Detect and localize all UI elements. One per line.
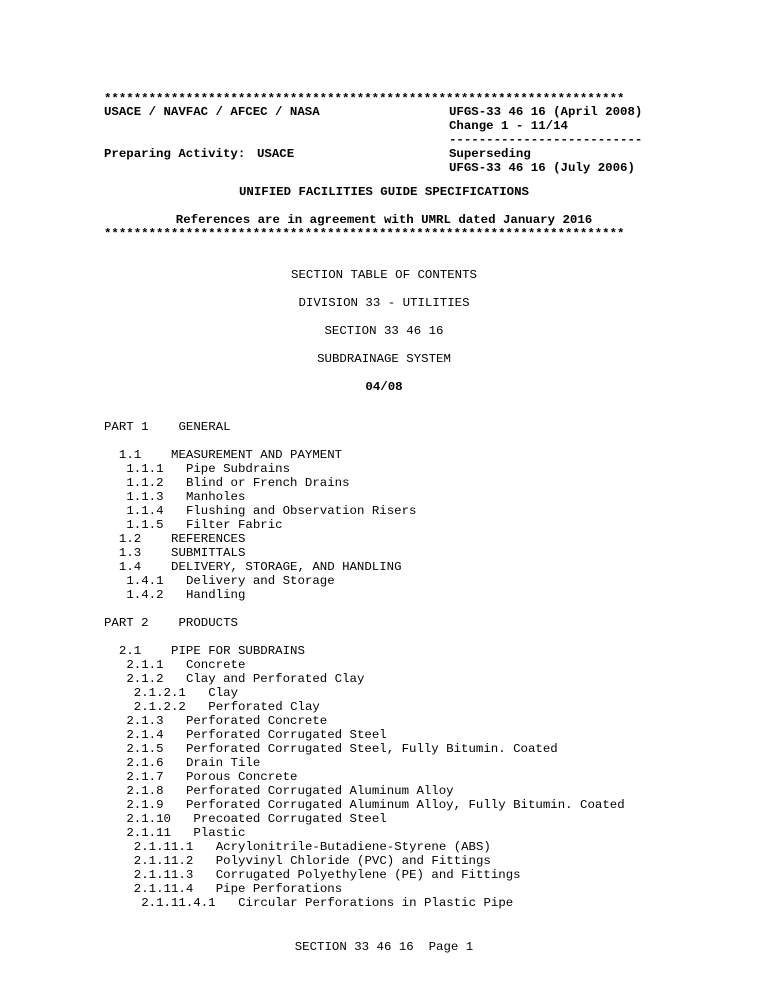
toc-entry-number: 1.4.1 <box>126 574 164 588</box>
toc-part-label: PART 2 <box>104 616 149 630</box>
section-date: 04/08 <box>365 380 403 394</box>
toc-entry-title: Blind or French Drains <box>185 476 350 490</box>
toc-entry-title: Corrugated Polyethylene (PE) and Fittings <box>215 868 521 882</box>
header-agencies: USACE / NAVFAC / AFCEC / NASA <box>104 105 320 119</box>
toc-entry-number: 2.1.7 <box>126 770 164 784</box>
toc-entry-title: REFERENCES <box>171 532 246 546</box>
toc-entry-number: 1.1 <box>118 448 142 462</box>
toc-entry-title: PIPE FOR SUBDRAINS <box>171 644 305 658</box>
toc-entry-title: Plastic <box>193 826 246 840</box>
toc-entry-number: 2.1.9 <box>126 798 164 812</box>
section-heading: SECTION 33 46 16 <box>324 324 444 338</box>
toc-entry-title: Perforated Clay <box>208 700 320 714</box>
division-heading: DIVISION 33 - UTILITIES <box>298 296 470 310</box>
ufgs-title: UNIFIED FACILITIES GUIDE SPECIFICATIONS <box>239 185 529 199</box>
toc-entry-title: Clay and Perforated Clay <box>185 672 365 686</box>
header-stars-top: ********************************************************************** <box>104 92 625 106</box>
references-note: References are in agreement with UMRL dated January 2016 <box>175 213 593 227</box>
toc-entry-number: 1.1.2 <box>126 476 164 490</box>
toc-entry-title: Perforated Corrugated Aluminum Alloy, Fully Bitumin. Coated <box>185 798 625 812</box>
toc-entry-title: Pipe Perforations <box>215 882 343 896</box>
toc-part-label: PART 1 <box>104 420 149 434</box>
toc-entry-number: 2.1.11.4.1 <box>141 896 216 910</box>
toc-entry-title: Precoated Corrugated Steel <box>193 812 387 826</box>
toc-entry-number: 2.1.11.2 <box>133 854 194 868</box>
toc-entry-number: 1.2 <box>118 532 142 546</box>
toc-entry-title: DELIVERY, STORAGE, AND HANDLING <box>171 560 402 574</box>
toc-entry-number: 1.4.2 <box>126 588 164 602</box>
footer-page: Page 1 <box>428 940 474 954</box>
toc-entry-number: 2.1 <box>118 644 142 658</box>
toc-entry-title: Drain Tile <box>185 756 261 770</box>
toc-entry-title: MEASUREMENT AND PAYMENT <box>171 448 343 462</box>
toc-entry-title: Perforated Corrugated Steel, Fully Bitumin. Coated <box>185 742 558 756</box>
page-footer <box>0 940 768 954</box>
toc-entry-title: Perforated Corrugated Steel <box>185 728 387 742</box>
toc-entry-title: Acrylonitrile-Butadiene-Styrene (ABS) <box>215 840 491 854</box>
toc-entry-title: Filter Fabric <box>185 518 283 532</box>
toc-entry-title: Concrete <box>185 658 246 672</box>
toc-entry-title: Circular Perforations in Plastic Pipe <box>238 896 514 910</box>
toc-entry-title: Polyvinyl Chloride (PVC) and Fittings <box>215 854 491 868</box>
toc-entry-number: 2.1.2 <box>126 672 164 686</box>
toc-entry-number: 2.1.10 <box>126 812 171 826</box>
toc-entry-number: 2.1.8 <box>126 784 164 798</box>
toc-entry-title: Perforated Concrete <box>185 714 328 728</box>
section-name: SUBDRAINAGE SYSTEM <box>317 352 451 366</box>
toc-entry-title: Manholes <box>185 490 246 504</box>
toc-entry-title: Perforated Corrugated Aluminum Alloy <box>185 784 454 798</box>
toc-entry-number: 1.3 <box>118 546 142 560</box>
toc-entry-number: 1.1.3 <box>126 490 164 504</box>
toc-entry-title: Handling <box>185 588 246 602</box>
toc-entry-number: 2.1.3 <box>126 714 164 728</box>
footer-section: SECTION 33 46 16 <box>294 940 414 954</box>
toc-entry-number: 1.1.1 <box>126 462 164 476</box>
toc-entry-number: 1.1.4 <box>126 504 164 518</box>
toc-entry-title: SUBMITTALS <box>171 546 246 560</box>
toc-heading: SECTION TABLE OF CONTENTS <box>291 268 477 282</box>
toc-entry-title: Delivery and Storage <box>185 574 335 588</box>
preparing-activity-label: Preparing Activity: <box>104 147 246 161</box>
toc-entry-number: 2.1.11.3 <box>133 868 194 882</box>
toc-part-title: PRODUCTS <box>178 616 238 630</box>
toc-entry-number: 1.1.5 <box>126 518 164 532</box>
toc-part-title: GENERAL <box>178 420 231 434</box>
header-superseded-id: UFGS-33 46 16 (July 2006) <box>449 161 635 175</box>
toc-entry-number: 2.1.11.1 <box>133 840 194 854</box>
toc-entry-number: 2.1.5 <box>126 742 164 756</box>
preparing-activity-value: USACE <box>257 147 295 161</box>
header-stars-bottom: ********************************************************************** <box>104 227 625 241</box>
toc-entry-title: Flushing and Observation Risers <box>185 504 417 518</box>
header-spec-id: UFGS-33 46 16 (April 2008) <box>449 105 643 119</box>
toc-entry-number: 2.1.11.4 <box>133 882 194 896</box>
toc-entry-number: 2.1.11 <box>126 826 171 840</box>
toc-entry-number: 2.1.4 <box>126 728 164 742</box>
toc-entry-number: 1.4 <box>118 560 142 574</box>
toc-entry-title: Pipe Subdrains <box>185 462 291 476</box>
header-superseding: Superseding <box>449 147 531 161</box>
toc-entry-title: Porous Concrete <box>185 770 298 784</box>
toc-entry-number: 2.1.2.1 <box>133 686 186 700</box>
toc-entry-number: 2.1.2.2 <box>133 700 186 714</box>
toc-entry-title: Clay <box>208 686 239 700</box>
toc-entry-number: 2.1.6 <box>126 756 164 770</box>
toc-entry-number: 2.1.1 <box>126 658 164 672</box>
header-change: Change 1 - 11/14 <box>449 119 568 133</box>
header-dashes: -------------------------- <box>449 133 643 147</box>
